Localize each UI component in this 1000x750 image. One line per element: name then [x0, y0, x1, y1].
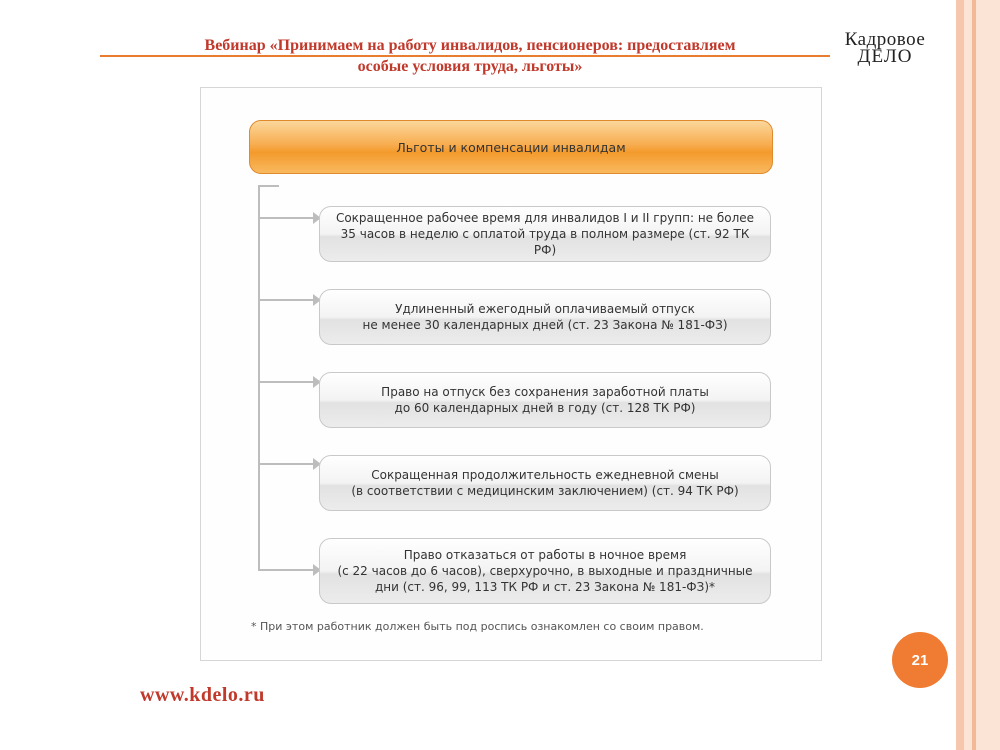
benefit-item-3-line1: Право на отпуск без сохранения заработной платы [381, 385, 709, 399]
slide-title-line1: Вебинар «Принимаем на работу инвалидов, пенсионеров: предоставляем [204, 37, 736, 54]
page-number-badge: 21 [892, 632, 948, 688]
benefit-item-2-line2: не менее 30 календарных дней (ст. 23 Закона № 181-ФЗ) [362, 318, 728, 332]
header-divider [100, 55, 830, 57]
website-link[interactable]: www.kdelo.ru [140, 684, 265, 706]
brand-logo [835, 30, 935, 66]
benefit-item-5 [319, 538, 771, 604]
diagram-root-box: Льготы и компенсации инвалидам [249, 120, 773, 174]
slide-title-line2: особые условия труда, льготы» [357, 58, 583, 75]
benefit-item-5-line1: Право отказаться от работы в ночное время [403, 548, 687, 562]
benefit-item-1-line1: Сокращенное рабочее время для инвалидов I и II групп: не более [335, 211, 755, 225]
diagram-footnote: * При этом работник должен быть под роспись ознакомлен со своим правом. [251, 620, 704, 633]
benefit-item-4-line2: (в соответствии с медицинским заключением) (ст. 94 ТК РФ) [351, 484, 739, 498]
benefit-item-4-line1: Сокращенная продолжительность ежедневной смены [371, 468, 719, 482]
benefit-item-1-line2: 35 часов в неделю с оплатой труда в полном размере (ст. 92 ТК РФ) [340, 227, 750, 257]
benefit-item-5-line3: дни (ст. 96, 99, 113 ТК РФ и ст. 23 Закона № 181-ФЗ)* [374, 580, 715, 594]
decor-stripe-inner [972, 0, 976, 750]
benefit-item-2-line1: Удлиненный ежегодный оплачиваемый отпуск [395, 302, 695, 316]
logo-line2: ДЕЛО [857, 46, 913, 67]
benefit-item-3 [319, 372, 771, 428]
benefit-item-1 [319, 206, 771, 262]
decor-stripe-left [956, 0, 964, 750]
benefit-item-3-line2: до 60 календарных дней в году (ст. 128 ТК РФ) [394, 401, 696, 415]
benefit-item-5-line2: (с 22 часов до 6 часов), сверхурочно, в выходные и праздничные [337, 564, 753, 578]
diagram-frame [200, 87, 822, 661]
benefit-item-4 [319, 455, 771, 511]
decor-stripe-outer [964, 0, 1000, 750]
benefit-item-2 [319, 289, 771, 345]
logo-line1: Кадровое [844, 29, 926, 50]
